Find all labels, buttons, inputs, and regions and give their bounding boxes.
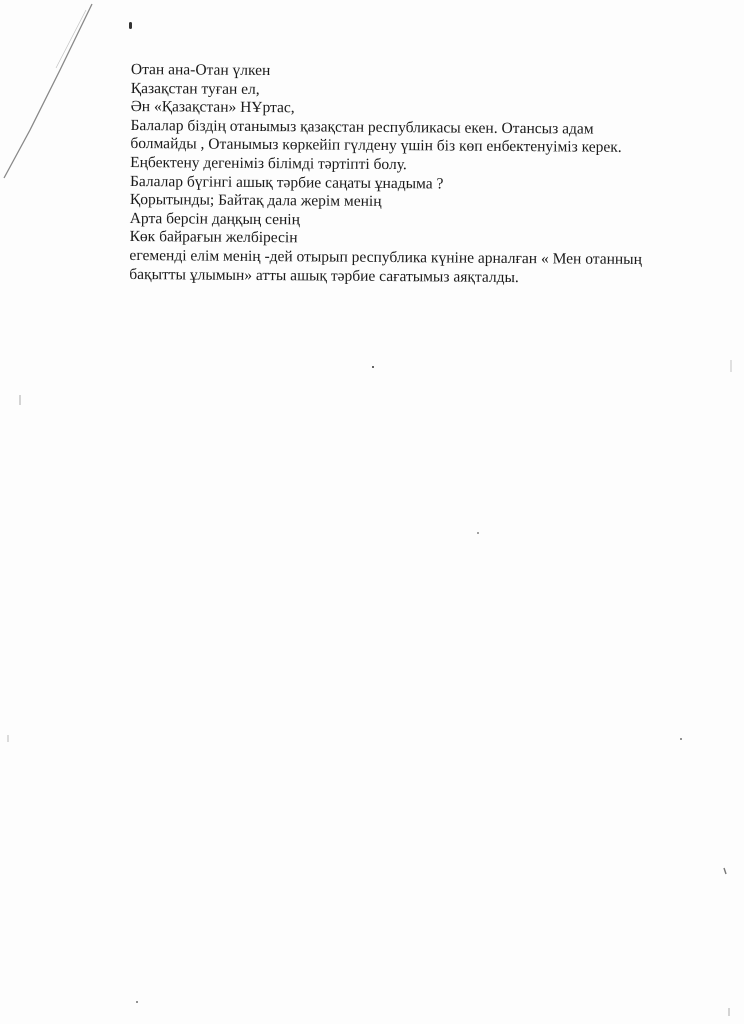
right-edge-mark-2 — [724, 868, 726, 874]
text-line-5: болмайды , Отанымыз көркейіп гүлдену үшін біз көп енбектенуіміз керек. — [130, 135, 622, 157]
ink-speck — [680, 738, 682, 740]
text-line-7: Балалар бүгінгі ашық тәрбие саңаты ұнадыма ? — [129, 172, 444, 193]
ink-speck — [477, 532, 479, 534]
ink-speck — [129, 22, 132, 29]
text-line-8: Қорытынды; Байтақ дала жерім менің — [129, 191, 382, 211]
fold-crease-line-faint — [56, 10, 86, 68]
fold-crease-line — [4, 4, 92, 178]
text-line-9: Арта берсін даңқың сенің — [129, 209, 300, 229]
ink-speck — [136, 1001, 138, 1003]
text-line-10: Көк байрағын желбіресін — [129, 228, 298, 247]
ink-speck — [372, 366, 374, 368]
text-line-12: бақытты ұлымын» атты ашық тәрбие сағатымыз аяқталды. — [129, 265, 519, 286]
text-line-11: егеменді елім менің -дей отырып республика күніне арналған « Мен отанның — [129, 246, 642, 268]
text-line-4: Балалар біздің отанымыз қазақстан республикасы екен. Отансыз адам — [130, 116, 594, 138]
document-body — [129, 61, 721, 289]
text-line-2: Қазақстан туған ел, — [130, 79, 260, 98]
text-line-3: Ән «Қазақстан» НҰртас, — [130, 98, 295, 117]
text-line-1: Отан ана-Отан үлкен — [130, 61, 271, 80]
text-line-6: Еңбектену дегеніміз білімді тәртіпті болу. — [130, 153, 407, 174]
